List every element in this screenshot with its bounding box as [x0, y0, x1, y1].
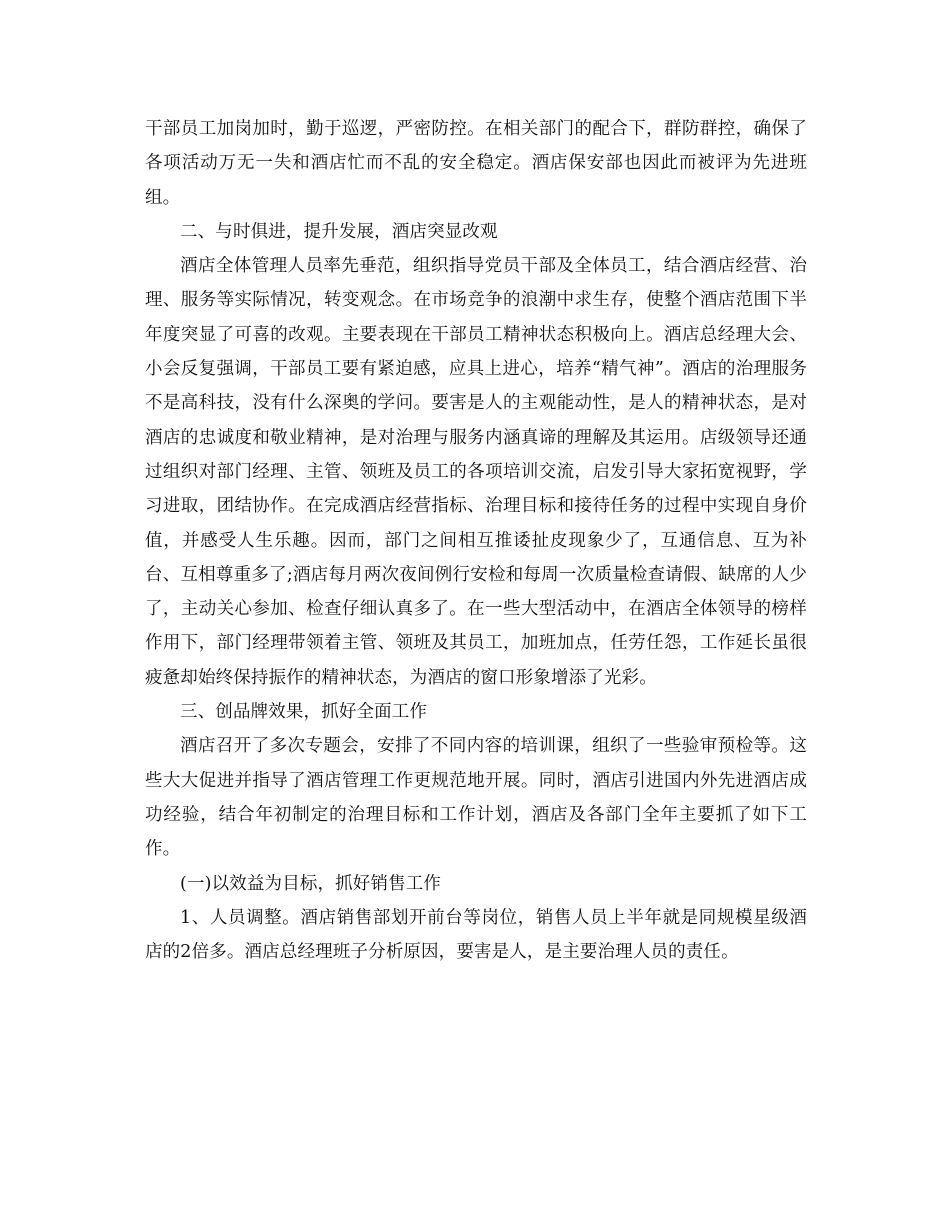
paragraph-meetings: 酒店召开了多次专题会，安排了不同内容的培训课，组织了一些验审预检等。这些大大促进并指导了酒店管理工作更规范地开展。同时，酒店引进国内外先进酒店成功经验，结合年初制定的治理目标和工作计划，酒店及各部门全年主要抓了如下工作。: [145, 736, 807, 860]
section-heading-three: 三、创品牌效果，抓好全面工作: [180, 702, 428, 723]
paragraph-continuation: 干部员工加岗加时，勤于巡逻，严密防控。在相关部门的配合下，群防群控，确保了各项活动万无一失和酒店忙而不乱的安全稳定。酒店保安部也因此而被评为先进班组。: [145, 119, 807, 208]
document-body: [145, 112, 807, 969]
subsection-heading-sales: (一)以效益为目标，抓好销售工作: [180, 873, 442, 894]
paragraph-staff-adjustment: 1、人员调整。酒店销售部划开前台等岗位，销售人员上半年就是同规模星级酒店的2倍多。酒店总经理班子分析原因，要害是人，是主要治理人员的责任。: [145, 907, 807, 963]
section-heading-two: 二、与时俱进，提升发展，酒店突显改观: [180, 221, 498, 242]
paragraph-management: 酒店全体管理人员率先垂范，组织指导党员干部及全体员工，结合酒店经营、治理、服务等实际情况，转变观念。在市场竞争的浪潮中求生存，使整个酒店范围下半年度突显了可喜的改观。主要表现在干部员工精神状态积极向上。酒店总经理大会、小会反复强调，干部员工要有紧迫感，应具上进心，培养“精气神”。酒店的治理服务不是高科技，没有什么深奥的学问。要害是人的主观能动性，是人的精神状态，是对酒店的忠诚度和敬业精神，是对治理与服务内涵真谛的理解及其运用。店级领导还通过组织对部门经理、主管、领班及员工的各项培训交流，启发引导大家拓宽视野，学习进取，团结协作。在完成酒店经营指标、治理目标和接待任务的过程中实现自身价值，并感受人生乐趣。因而，部门之间相互推诿扯皮现象少了，互通信息、互为补台、互相尊重多了;酒店每月两次夜间例行安检和每周一次质量检查请假、缺席的人少了，主动关心参加、检查仔细认真多了。在一些大型活动中，在酒店全体领导的榜样作用下，部门经理带领着主管、领班及其员工，加班加点，任劳任怨，工作延长虽很疲惫却始终保持振作的精神状态，为酒店的窗口形象增添了光彩。: [145, 256, 807, 688]
